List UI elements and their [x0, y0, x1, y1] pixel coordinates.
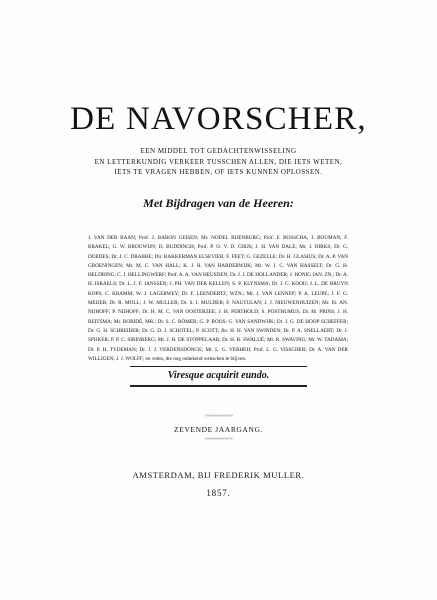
ornament-bottom: 〰〰〰〰〰	[204, 436, 233, 443]
subtitle-line-1: EEN MIDDEL TOT GEDACHTENWISSELING	[140, 147, 297, 155]
subtitle	[60, 146, 377, 178]
subtitle-line-3: IETS TE VRAGEN HEBBEN, OF IETS KUNNEN OPLOSSEN.	[114, 168, 323, 176]
publication-year: 1857.	[206, 488, 231, 498]
ornament-top: 〰〰〰〰〰	[204, 413, 233, 420]
subtitle-line-2: EN LETTERKUNDIG VERKEER TUSSCHEN ALLEN, DIE IETS WETEN,	[94, 157, 343, 166]
imprint: AMSTERDAM, BIJ FREDERIK MULLER.	[132, 470, 305, 480]
motto-bottom-rule	[130, 385, 307, 387]
page-title: DE NAVORSCHER,	[70, 101, 367, 137]
contributors-heading: Met Bijdragen van de Heeren:	[143, 196, 294, 210]
motto-top-rule	[130, 366, 307, 367]
contributors-list: J. VAN DER BAAN; Prof. J. BARON GEISEN; Mr. NODEL BIJENBURG; Prof. F. BOSSCHA; J. BOUMAN; F. BRAKEL; G. W. BROUWIJN; D. BUDDINGH; Prof. P. O. V. D. CHIJS; J. H. VAN DALE; Mr. J. DIRKS; Dr. G. DOEDES; Dr. J. C. DRABBE; Dir. BAKKERMAN ELSEVIER; F. FEET; G. GEZELLE; Dr. H. GLASIUS; Dr. A. P. VAN GROENINGEN; Mr. M. C. VAN HALL; K. J. R. VAN HARDERWIJK; Mr. W. J. C. VAN HASSELT; Dr. G. H. HELDRING; C. J. HELLINGWERF; Prof. A. A. VAN HEUSDEN; Dr. J. J. DE HOLLANDER; J. HONIG JAN. ZN.; Dr. A. H. ISRAELS; Dr. L. J. F. JANSSEN; J. PH. VAN DER KELLEN; S. P. KLYNSMA; Dr. J. C. KOOIJ; J. L. DE BRUYN KOPS; C. KRAMM; W. J. LAGERWEY; Dr. F. LEENDERTZ, WZN.; Mr. J. VAN LENNEP; P. A. LEUPE; J. F. G. MEIJER; Dr. R. MOLL; J. W. MULLER; Dr. S. I. MULDER; F. NAUTULAN; J. J. NIEUWENHUIZEN; Mr. IS. AN. NIJHOFF; P. NIJHOFF; Dr. H. M. C. VAN OOSTERZEE; J. H. PERTHOLD; S. POSTHUMUS; Dr. M. PRINS; J. H. REITSMA; Mr. ROBIDÉ, MR.; Dr. S. C. RÖMER; G. P. ROOS; G. VAN SANDWIJK; Dr. J. G. DE HOOP SCHEFFER; Dr. G. H. SCHREIBER; Dr. G. D. J. SCHOTEL; P. SCOTT; Jhr. H. H. VAN SWINDEN; Dr. P. A. SNELLAERT; Dr. J. SPIJKER; P. P. C. SIBINBERG; Mr. J. H. DE STOPPELAAR; Dr. H. B. SWALUË; Mr. R. SWAVING; Mr. W. TADAMA; Dr. P. H. TYDEMAN; Dr. J. J. VERDENSDONCK; Mr. L. G. VERHEIJ; Prof. L. G. VISSCHER; Dr. A. VAN DER WILLIGEN; J. J. WOLFF; en velen, die nog onbekend wenschen te blijven.	[88, 235, 348, 362]
motto: Viresque acquirit eundo.	[167, 370, 270, 381]
volume-label: ZEVENDE JAARGANG.	[174, 425, 263, 434]
